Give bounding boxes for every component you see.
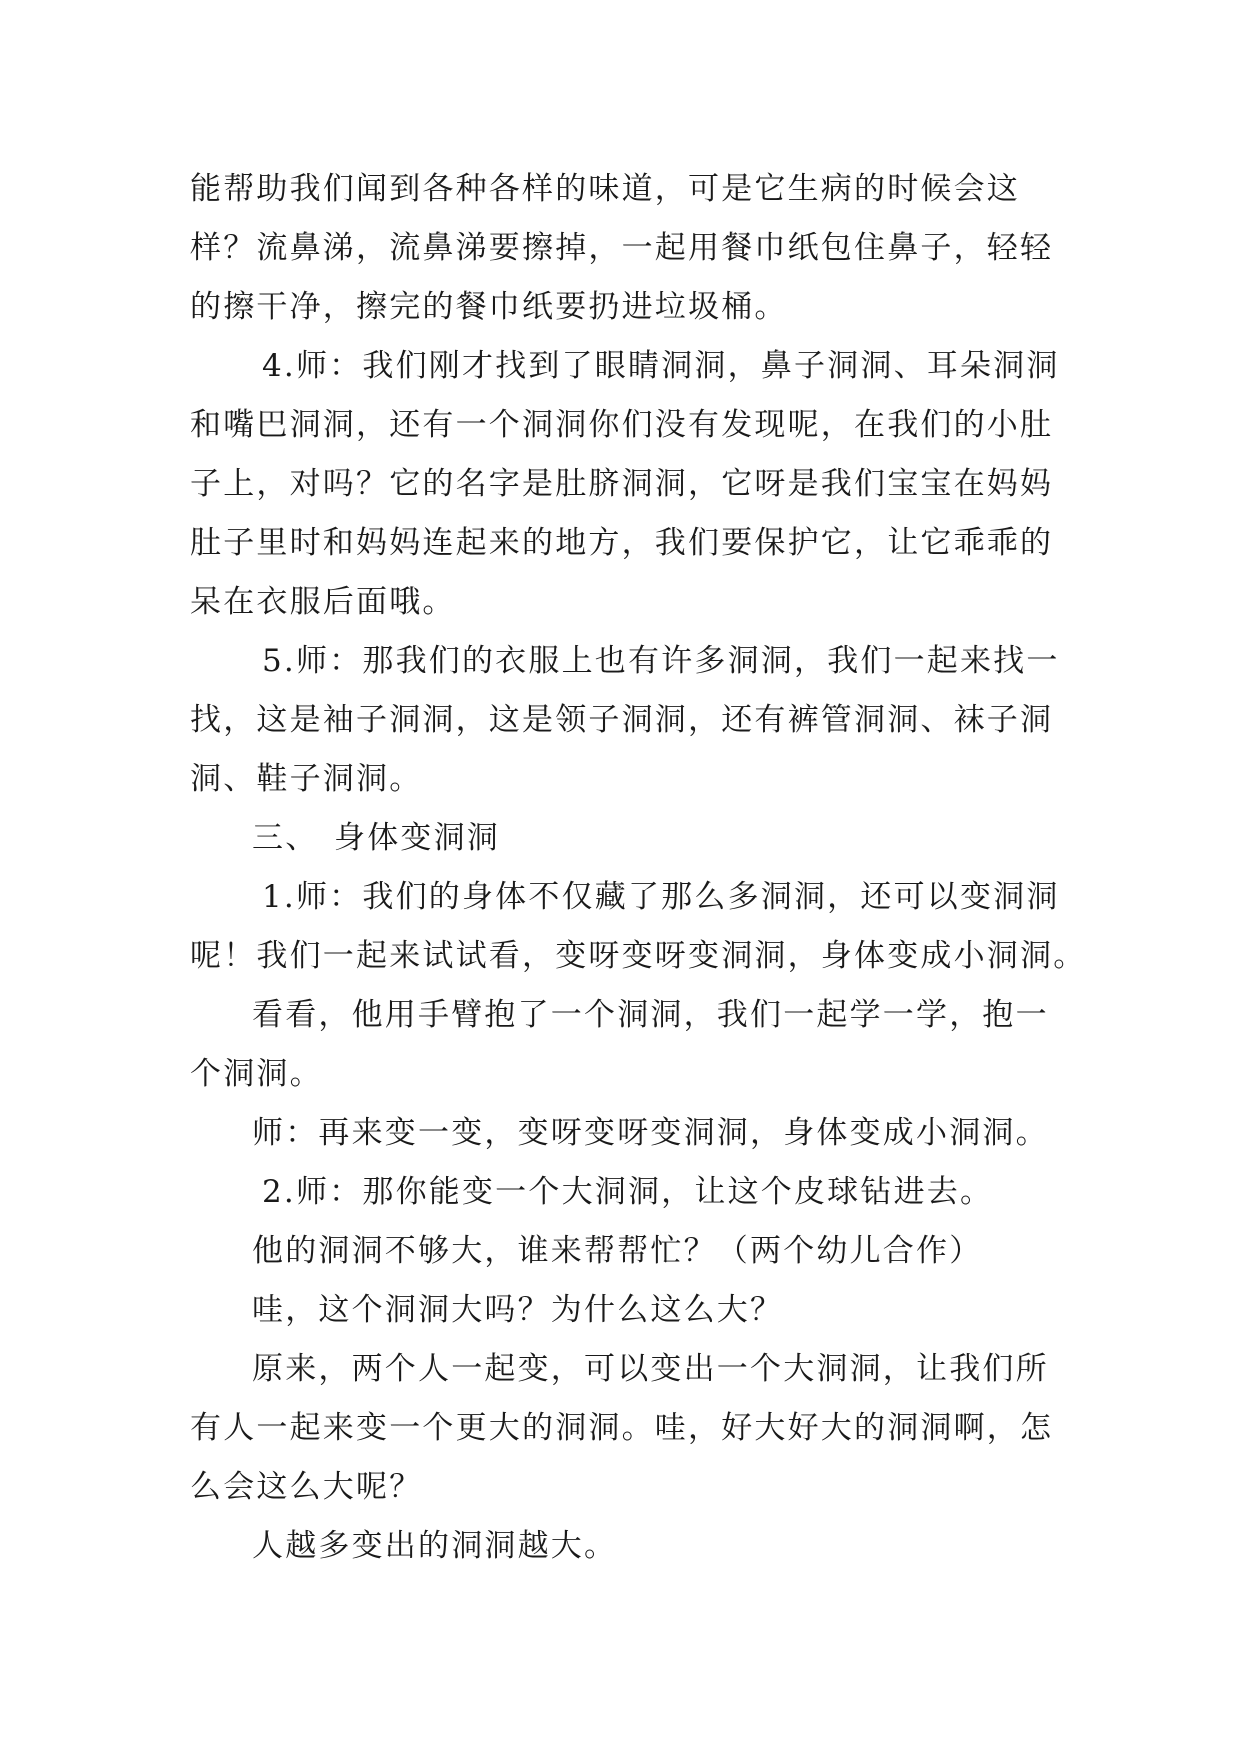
text-line: 肚子里时和妈妈连起来的地方，我们要保护它，让它乖乖的 [190,525,1054,561]
text-line: 和嘴巴洞洞，还有一个洞洞你们没有发现呢，在我们的小肚 [190,407,1054,443]
text-line: 5.师：那我们的衣服上也有许多洞洞，我们一起来找一 [262,643,1060,679]
section-number: 三、 [252,820,319,856]
text-line: 4.师：我们刚才找到了眼睛洞洞，鼻子洞洞、耳朵洞洞 [262,348,1060,384]
text-line: 找，这是袖子洞洞，这是领子洞洞，还有裤管洞洞、袜子洞 [190,702,1054,738]
text-line: 个洞洞。 [190,1056,323,1092]
text-line: 原来，两个人一起变，可以变出一个大洞洞，让我们所 [252,1351,1049,1387]
document-body [190,160,1087,1576]
text-line: 人越多变出的洞洞越大。 [252,1528,618,1564]
section-title: 身体变洞洞 [334,820,500,856]
text-line: 1.师：我们的身体不仅藏了那么多洞洞，还可以变洞洞 [262,879,1060,915]
text-line: 2.师：那你能变一个大洞洞，让这个皮球钻进去。 [262,1174,994,1210]
text-line: 看看，他用手臂抱了一个洞洞，我们一起学一学，抱一 [252,997,1049,1033]
text-line: 的擦干净，擦完的餐巾纸要扔进垃圾桶。 [190,289,788,325]
section-heading [190,809,1050,868]
text-line: 呢！我们一起来试试看，变呀变呀变洞洞，身体变成小洞洞。 [190,938,1087,974]
text-line: 能帮助我们闻到各种各样的味道，可是它生病的时候会这 [190,171,1020,207]
text-line: 师：再来变一变，变呀变呀变洞洞，身体变成小洞洞。 [252,1115,1049,1151]
text-line: 子上，对吗？它的名字是肚脐洞洞，它呀是我们宝宝在妈妈 [190,466,1054,502]
text-line: 么会这么大呢？ [190,1469,423,1505]
text-line: 洞、鞋子洞洞。 [190,761,423,797]
text-line: 他的洞洞不够大，谁来帮帮忙？（两个幼儿合作） [252,1233,983,1269]
text-line: 有人一起来变一个更大的洞洞。哇，好大好大的洞洞啊，怎 [190,1410,1054,1446]
text-line: 样？流鼻涕，流鼻涕要擦掉，一起用餐巾纸包住鼻子，轻轻 [190,230,1054,266]
text-line: 呆在衣服后面哦。 [190,584,456,620]
text-line: 哇，这个洞洞大吗？为什么这么大？ [252,1292,784,1328]
